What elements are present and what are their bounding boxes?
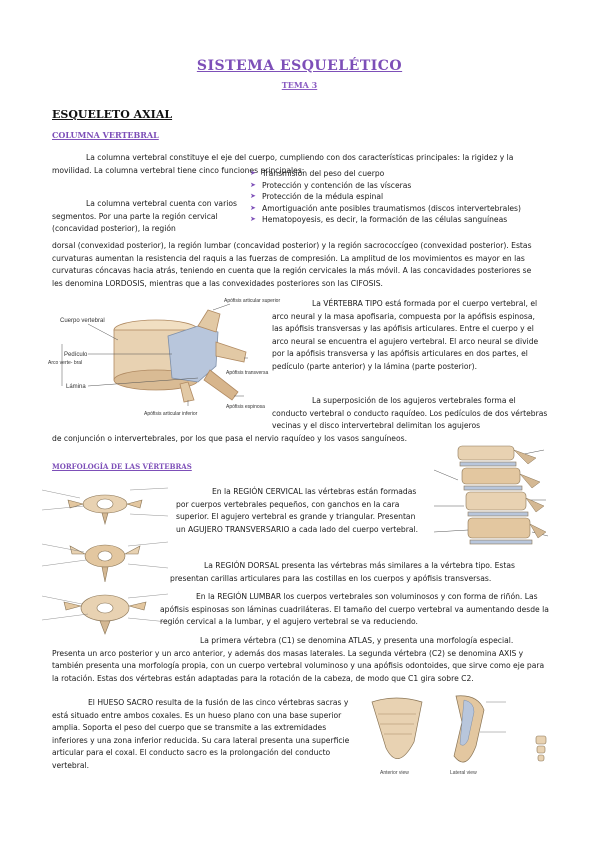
lumbar-paragraph: En la REGIÓN LUMBAR los cuerpos vertebrales son voluminosos y con forma de riñón. Las apófisis espinosas son láminas cuadriláteras. El tamaño del cuerpo vertebral va aumentando desde la región cervical a la lumbar, y el agujero vertebral se va reduciendo.	[160, 592, 549, 627]
cervical-paragraph: En la REGIÓN CERVICAL las vértebras están formadas por cuerpos vertebrales pequeños, con ganchos en la cara superior. El agujero vertebral es grande y triangular. Presentan un AGUJERO TRANSVERSARIO a cada lado del cuerpo vertebral.	[176, 487, 419, 534]
morfologia-heading: MORFOLOGÍA DE LAS VÉRTEBRAS	[52, 462, 192, 471]
vertebra-block	[468, 518, 530, 538]
disc	[464, 486, 522, 490]
subsection-heading: COLUMNA VERTEBRAL	[52, 130, 159, 140]
label-pediculo: Pedículo	[64, 352, 88, 358]
list-item: ➤ Protección y contención de las vísceras	[250, 180, 550, 192]
label-lamina: Lámina	[66, 384, 86, 390]
segments-paragraph-start: La columna vertebral cuenta con varios segmentos. Por una parte la región cervical (concavidad posterior), la región	[52, 199, 237, 234]
segments-paragraph: dorsal (convexidad posterior), la región lumbar (concavidad posterior) y la región sacrococcígeo (convexidad posterior). Estas curvaturas aumentan la resistencia del raquis a las fuerzas de compresión. La amplitud de los movimientos es mayor en las curvaturas cóncavas hacia atrás, teniendo en cuenta que la región cervicales la más móvil. A las concavidades posteriores se les denomina LORDOSIS, mientras que a las convexidades posteriores son las CIFOSIS.	[52, 241, 532, 288]
caption-lateral: Lateral view	[450, 770, 477, 776]
vertebra-block	[458, 446, 514, 460]
disc	[470, 540, 532, 544]
page-subtitle: TEMA 3	[281, 80, 318, 90]
transverse-process	[216, 342, 246, 362]
vertebra-tipo-paragraph: La VÉRTEBRA TIPO está formada por el cuerpo vertebral, el arco neural y la masa apofisaria, compuesta por la apófisis espinosa, las apófisis transversas y las apófisis articulares. Entre el cuerpo y el arco neural se encuentra el agujero vertebral. El arco neural se divide por la apófisis transversa y las apófisis articulares en dos partes, el pedículo (parte anterior) y la lámina (parte posterior).	[272, 299, 539, 371]
conducto-paragraph-end: de conjunción o intervertebrales, por los que pasa el nervio raquídeo y los vasos sanguíneos.	[52, 434, 407, 443]
vertebrae-regions-figure	[40, 480, 170, 640]
sacro-paragraph: El HUESO SACRO resulta de la fusión de las cinco vértebras sacras y está situado entre ambos coxales. Es un hueso plano con una base superior amplia. Soporta el peso del cuerpo que se transmite a las extremidades inferiores y una zona inferior reducida. Su cara lateral presenta una superficie articular para el coxal. El conducto sacro es la prolongación del conducto vertebral.	[52, 698, 350, 770]
list-item: ➤ Hematopoyesis, es decir, la formación de las células sanguíneas	[250, 214, 550, 226]
list-item: ➤ Protección de la médula espinal	[250, 191, 550, 203]
spine-column-figure	[428, 440, 550, 560]
sacrum-figure	[366, 692, 562, 782]
label-apofisis-transversa: Apófisis transversa	[226, 370, 269, 376]
coccyx-segment	[537, 746, 545, 753]
intro-paragraph: La columna vertebral constituye el eje del cuerpo, cumpliendo con dos características principales: la rigidez y la movilidad. La columna vertebral tiene cinco funciones principales:	[52, 153, 514, 175]
sacrum-anterior	[372, 698, 422, 759]
label-cuerpo-vertebral: Cuerpo vertebral	[60, 318, 105, 324]
caption-anterior: Anterior view	[380, 770, 409, 776]
disc	[468, 512, 528, 516]
dorsal-paragraph: La REGIÓN DORSAL presenta las vértebras más similares a la vértebra tipo. Estas presentan carillas articulares para las costillas en los cuerpos y apófisis transversas.	[170, 561, 515, 583]
section-heading: ESQUELETO AXIAL	[52, 108, 173, 121]
label-arco-vertebral: Arco verte- bral	[48, 360, 83, 366]
disc	[460, 462, 516, 466]
functions-list	[250, 168, 550, 226]
list-item: ➤ Amortiguación ante posibles traumatismos (discos intervertebrales)	[250, 203, 550, 215]
page-title: SISTEMA ESQUELÉTICO	[196, 58, 403, 74]
atlas-axis-paragraph: La primera vértebra (C1) se denomina ATLAS, y presenta una morfología especial. Presenta un arco posterior y un arco anterior, y además dos masas laterales. La segunda vértebra (C2) se denomina AXIS y también presenta una morfología propia, con un cuerpo vertebral voluminoso y una apófisis odontoides, que sirve como eje para la rotación. Estas dos vértebras están adaptadas para la rotación de la cabeza, de modo que C1 gira sobre C2.	[52, 636, 545, 683]
conducto-paragraph: La superposición de los agujeros vertebrales forma el conducto vertebral o conducto raquídeo. Los pedículos de dos vértebras vecinas y el disco intervertebral delimitan los agujeros	[272, 396, 548, 431]
vertebra-block	[466, 492, 526, 510]
coccyx-segment	[536, 736, 546, 744]
label-apofisis-articular-inferior: Apófisis articular inferior	[144, 411, 198, 417]
label-apofisis-articular-superior: Apófisis articular superior	[224, 298, 281, 304]
vertebra-tipo-figure	[48, 296, 281, 418]
vertebra-block	[462, 468, 520, 484]
list-item: ➤ Transmisión del peso del cuerpo	[250, 168, 550, 180]
coccyx-segment	[538, 755, 544, 761]
label-apofisis-espinosa: Apófisis espinosa	[226, 404, 265, 410]
